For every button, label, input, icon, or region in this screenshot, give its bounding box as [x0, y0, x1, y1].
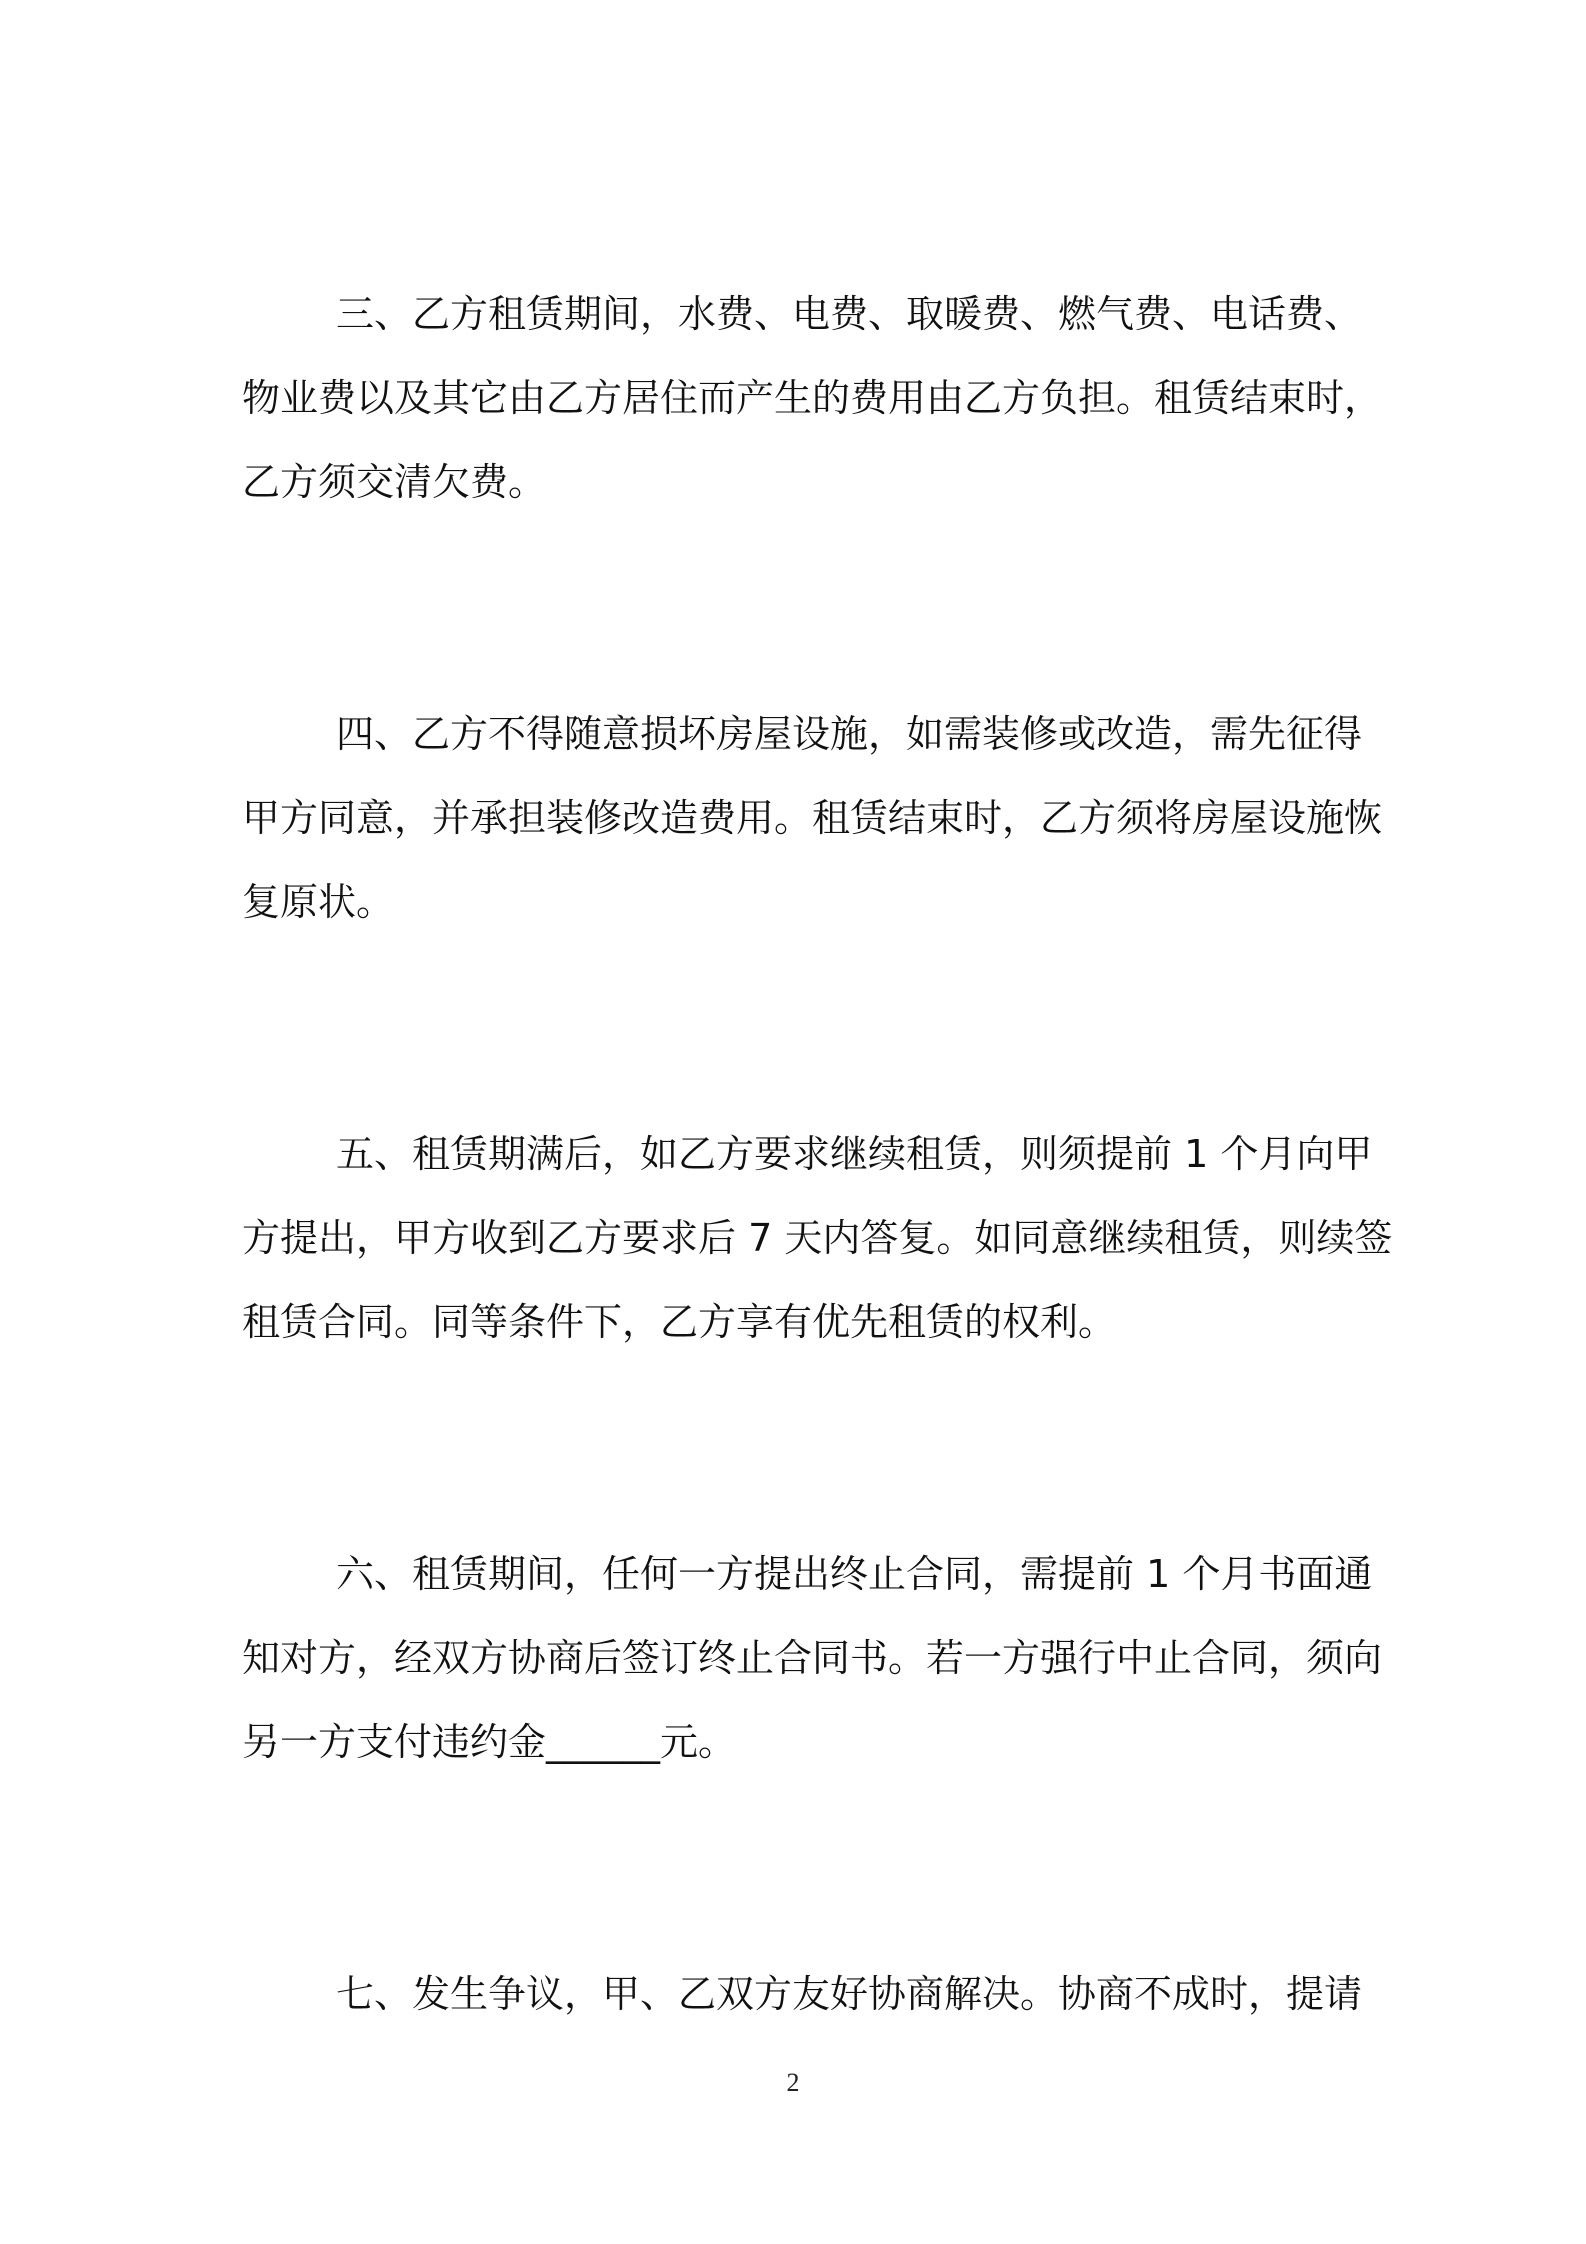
- clause-5-line-2: 方提出，甲方收到乙方要求后 7 天内答复。如同意继续租赁，则续签: [242, 1216, 1393, 1260]
- clause-4-line-3: 复原状。: [242, 880, 395, 924]
- clause-6-line-1: 六、租赁期间，任何一方提出终止合同，需提前 1 个月书面通: [336, 1552, 1373, 1596]
- clause-4-line-2: 甲方同意，并承担装修改造费用。租赁结束时，乙方须将房屋设施恢: [242, 796, 1383, 840]
- clause-5-line-3: 租赁合同。同等条件下，乙方享有优先租赁的权利。: [242, 1300, 1117, 1344]
- clause-5-line-1: 五、租赁期满后，如乙方要求继续租赁，则须提前 1 个月向甲: [336, 1132, 1373, 1176]
- clause-3-line-2: 物业费以及其它由乙方居住而产生的费用由乙方负担。租赁结束时，: [242, 376, 1383, 420]
- page-number: 2: [786, 2068, 800, 2097]
- clause-6-line-3: 另一方支付违约金______元。: [242, 1720, 737, 1764]
- clause-6-line-2: 知对方，经双方协商后签订终止合同书。若一方强行中止合同，须向: [242, 1636, 1383, 1680]
- clause-3-line-1: 三、乙方租赁期间，水费、电费、取暖费、燃气费、电话费、: [336, 292, 1363, 336]
- clause-4-line-1: 四、乙方不得随意损坏房屋设施，如需装修或改造，需先征得: [336, 712, 1363, 756]
- clause-3-line-3: 乙方须交清欠费。: [242, 460, 547, 504]
- clause-7-line-1: 七、发生争议，甲、乙双方友好协商解决。协商不成时，提请: [336, 1972, 1363, 2016]
